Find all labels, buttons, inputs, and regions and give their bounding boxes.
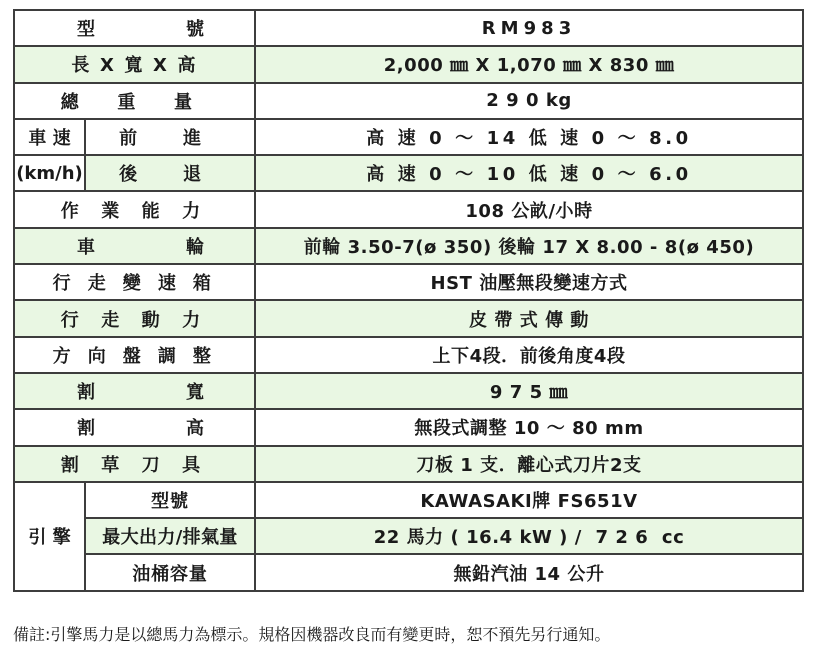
row-blades <box>14 446 803 482</box>
row-cut-height <box>14 409 803 445</box>
speed-group-label-bottom: (km/h) <box>14 155 85 191</box>
weight-value: 2 9 0 kg <box>255 83 803 119</box>
wheels-label-b: 輪 <box>186 236 204 258</box>
engine-power-value: 22 馬力 ( 16.4 kW ) / 7 2 6 cc <box>255 518 803 554</box>
speed-reverse-label: 後 退 <box>85 155 255 191</box>
row-drive <box>14 300 803 336</box>
cut-width-label <box>14 373 255 409</box>
speed-forward-label: 前 進 <box>85 119 255 155</box>
speed-forward-value: 高 速 0 ～ 14 低 速 0 ～ 8.0 <box>255 119 803 155</box>
cut-height-label-a: 割 <box>77 418 95 440</box>
speed-reverse-value: 高 速 0 ～ 10 低 速 0 ～ 6.0 <box>255 155 803 191</box>
row-speed-reverse <box>14 155 803 191</box>
weight-label: 總 重 量 <box>14 83 255 119</box>
drive-label: 行 走 動 力 <box>14 300 255 336</box>
drive-value: 皮 帶 式 傳 動 <box>255 300 803 336</box>
row-speed-forward <box>14 119 803 155</box>
row-capacity <box>14 191 803 227</box>
row-wheels <box>14 228 803 264</box>
cut-height-label-b: 高 <box>186 418 204 440</box>
wheels-label-a: 車 <box>77 236 95 258</box>
engine-model-value: KAWASAKI牌 FS651V <box>255 482 803 518</box>
model-label-a: 型 <box>77 19 95 41</box>
row-cut-width <box>14 373 803 409</box>
cut-height-value: 無段式調整 10 ～ 80 mm <box>255 409 803 445</box>
row-engine-model <box>14 482 803 518</box>
steering-value: 上下4段．前後角度4段 <box>255 337 803 373</box>
engine-model-label: 型號 <box>85 482 255 518</box>
model-value: RM983 <box>255 10 803 46</box>
blades-value: 刀板 1 支．離心式刀片2支 <box>255 446 803 482</box>
footnote: 備註:引擎馬力是以總馬力為標示。規格因機器改良而有變更時，恕不預先另行通知。 <box>13 625 611 644</box>
cut-width-label-a: 割 <box>77 382 95 404</box>
row-model <box>14 10 803 46</box>
engine-tank-value: 無鉛汽油 14 公升 <box>255 554 803 590</box>
wheels-value: 前輪 3.50-7(ø 350) 後輪 17 X 8.00 - 8(ø 450) <box>255 228 803 264</box>
spec-table <box>13 9 804 592</box>
speed-group-label-top: 車 速 <box>14 119 85 155</box>
dimensions-label: 長 X 寬 X 高 <box>14 46 255 82</box>
cut-height-label <box>14 409 255 445</box>
dimensions-value: 2,000 ㎜ X 1,070 ㎜ X 830 ㎜ <box>255 46 803 82</box>
gearbox-value: HST 油壓無段變速方式 <box>255 264 803 300</box>
engine-power-label: 最大出力/排氣量 <box>85 518 255 554</box>
row-steering <box>14 337 803 373</box>
cut-width-label-b: 寬 <box>186 382 204 404</box>
row-engine-power <box>14 518 803 554</box>
gearbox-label: 行 走 變 速 箱 <box>14 264 255 300</box>
model-label <box>14 10 255 46</box>
row-engine-tank <box>14 554 803 590</box>
row-dimensions <box>14 46 803 82</box>
capacity-value: 108 公畝/小時 <box>255 191 803 227</box>
engine-group-label: 引 擎 <box>14 482 85 591</box>
cut-width-value: 9 7 5 ㎜ <box>255 373 803 409</box>
row-gearbox <box>14 264 803 300</box>
wheels-label <box>14 228 255 264</box>
steering-label: 方 向 盤 調 整 <box>14 337 255 373</box>
row-weight <box>14 83 803 119</box>
blades-label: 割 草 刀 具 <box>14 446 255 482</box>
capacity-label: 作 業 能 力 <box>14 191 255 227</box>
engine-tank-label: 油桶容量 <box>85 554 255 590</box>
model-label-b: 號 <box>186 19 204 41</box>
